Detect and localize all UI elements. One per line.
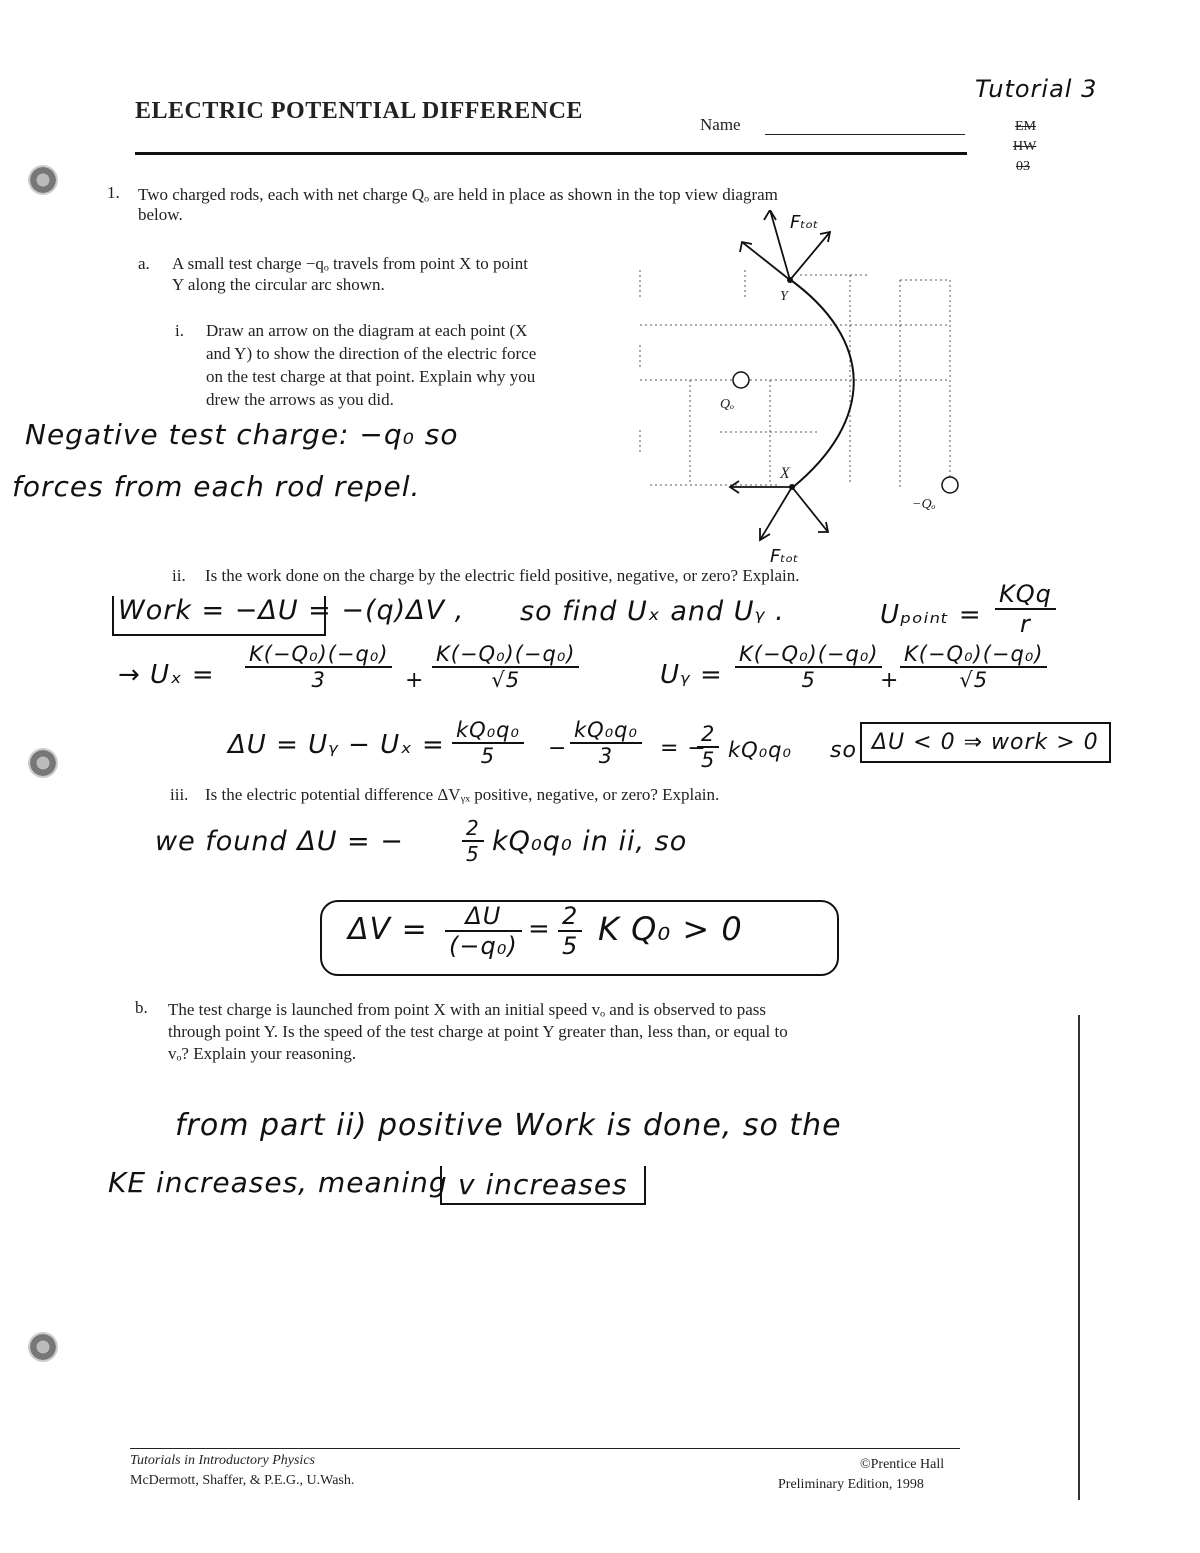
b-answer-line2: KE increases, meaning — [108, 1166, 448, 1199]
footer-authors: McDermott, Shaffer, & P.E.G., U.Wash. — [130, 1473, 355, 1488]
uy-term2 — [900, 642, 1047, 692]
iii-box-den: (−q₀) — [449, 932, 518, 960]
iii-box-eq: = — [528, 914, 551, 944]
du-lhs: ΔU = Uᵧ − Uₓ = — [228, 730, 445, 760]
q1-number: 1. — [107, 183, 120, 202]
footer-rule — [130, 1448, 960, 1449]
uy-term2-num: K(−Q₀)(−q₀) — [900, 642, 1047, 668]
du-minus: − — [548, 736, 568, 761]
q1b-label: b. — [135, 998, 148, 1017]
uy-lhs: Uᵧ = — [660, 660, 723, 690]
du-so: so — [830, 738, 857, 763]
q1b-line2: through point Y. Is the speed of the test charge at point Y greater than, less than, or equal to — [168, 1022, 788, 1041]
q1iii-text: Is the electric potential difference ΔVᵧₓ positive, negative, or zero? Explain. — [205, 785, 720, 804]
label-ftot-bottom: Fₜₒₜ — [770, 546, 799, 567]
ux-term1-den: 3 — [311, 668, 326, 692]
charged-rod-right — [942, 477, 958, 493]
iii-answer-a: we found ΔU = − — [155, 826, 404, 857]
du-conclusion-box: ΔU < 0 ⇒ work > 0 — [860, 722, 1111, 763]
du-result-num: 2 — [697, 722, 719, 748]
du-term2 — [570, 718, 642, 768]
label-point-y: Y — [780, 289, 788, 304]
corner-mark-hw: HW — [1013, 139, 1037, 154]
q1a-line1: A small test charge −qₒ travels from point X to point — [172, 254, 529, 273]
label-rod-right: −Qₒ — [912, 497, 936, 512]
corner-mark-em: EM — [1015, 119, 1036, 134]
q1i-line1: Draw an arrow on the diagram at each point (X — [206, 321, 528, 340]
q1i-answer-line1: Negative test charge: −q₀ so — [25, 418, 459, 451]
arrow-x-total — [760, 487, 792, 540]
label-rod-left: Qₒ — [720, 397, 735, 412]
q1iii-label: iii. — [170, 785, 189, 804]
name-label: Name — [700, 115, 741, 134]
du-result-den: 5 — [701, 748, 716, 772]
q1b-line1: The test charge is launched from point X with an initial speed vₒ and is observed to pass — [168, 1000, 767, 1019]
label-ftot-top: Fₜₒₜ — [790, 212, 819, 233]
b-answer-line1: from part ii) positive Work is done, so the — [175, 1108, 842, 1143]
tutorial-tag: Tutorial 3 — [975, 75, 1098, 103]
uy-term1-num: K(−Q₀)(−q₀) — [735, 642, 882, 668]
ii-work-bracket — [112, 596, 326, 636]
b-answer-box: v increases — [440, 1166, 646, 1205]
du-result-frac — [697, 722, 719, 772]
page-title: ELECTRIC POTENTIAL DIFFERENCE — [135, 98, 583, 124]
du-equals: = − — [660, 736, 707, 761]
iii-box-num: ΔU — [445, 902, 522, 932]
q1-intro-line2: below. — [138, 205, 183, 224]
du-term2-den: 3 — [598, 744, 614, 768]
q1i-line2: and Y) to show the direction of the electric force — [206, 344, 537, 363]
du-term1-num: kQ₀q₀ — [452, 718, 524, 744]
ii-upoint-den: r — [1020, 610, 1031, 638]
footer-publisher: ©Prentice Hall — [860, 1457, 945, 1472]
uy-term2-den: √5 — [959, 668, 989, 692]
du-result-tail: kQ₀q₀ — [728, 738, 792, 762]
iii-box-num2: 2 — [558, 902, 582, 932]
du-term1-den: 5 — [480, 744, 496, 768]
uy-term1-den: 5 — [801, 668, 816, 692]
q1a-label: a. — [138, 254, 150, 273]
punch-hole-middle — [28, 748, 58, 778]
ux-term1 — [245, 642, 392, 692]
iii-answer-b: kQ₀q₀ in ii, so — [492, 826, 688, 857]
q1ii-text: Is the work done on the charge by the electric field positive, negative, or zero? Explain. — [205, 566, 800, 585]
footer-edition: Preliminary Edition, 1998 — [778, 1477, 924, 1492]
q1a-line2: Y along the circular arc shown. — [172, 275, 385, 294]
ux-term2-num: K(−Q₀)(−q₀) — [432, 642, 579, 668]
arrow-y-right — [790, 232, 830, 280]
uy-plus: + — [880, 668, 900, 693]
q1ii-label: ii. — [172, 566, 186, 585]
q1i-label: i. — [175, 321, 184, 340]
iii-answer-num: 2 — [462, 816, 484, 842]
header-rule — [135, 152, 967, 155]
corner-mark-03: 03 — [1016, 159, 1030, 174]
footer-book: Tutorials in Introductory Physics — [130, 1453, 315, 1468]
label-point-x: X — [780, 465, 790, 482]
ux-plus: + — [405, 668, 425, 693]
ii-upoint-num: KQq — [995, 580, 1056, 610]
circular-arc-path — [788, 278, 854, 488]
charged-rod-left — [733, 372, 749, 388]
ii-work-expression: Work = −ΔU = −(q)ΔV , — [118, 595, 465, 626]
ux-term2-den: √5 — [491, 668, 521, 692]
q1i-line3: on the test charge at that point. Explain why you — [206, 367, 536, 386]
uy-term1 — [735, 642, 882, 692]
ux-term1-num: K(−Q₀)(−q₀) — [245, 642, 392, 668]
margin-mark-right — [1078, 1015, 1080, 1500]
iii-answer-frac — [462, 816, 484, 866]
iii-box-rhs: K Q₀ > 0 — [598, 910, 743, 948]
ux-lhs: → Uₓ = — [118, 660, 215, 690]
punch-hole-bottom — [28, 1332, 58, 1362]
iii-box-lhs: ΔV = — [348, 912, 428, 947]
iii-answer-den: 5 — [466, 842, 480, 866]
top-view-diagram — [620, 210, 980, 570]
iii-box-frac2 — [558, 902, 582, 960]
du-term2-num: kQ₀q₀ — [570, 718, 642, 744]
ii-upoint-lhs: Uₚₒᵢₙₜ = — [880, 600, 982, 630]
ii-find-text: so find Uₓ and Uᵧ . — [520, 596, 785, 627]
arrow-y-left — [742, 242, 790, 280]
q1b-line3: vₒ? Explain your reasoning. — [168, 1044, 357, 1063]
arrow-y-total — [770, 210, 790, 280]
q1-intro-line1: Two charged rods, each with net charge Qₒ are held in place as shown in the top view diagram — [138, 185, 778, 204]
iii-box-frac1 — [445, 902, 522, 960]
du-term1 — [452, 718, 524, 768]
name-field-line[interactable] — [765, 134, 965, 135]
q1i-line4: drew the arrows as you did. — [206, 390, 394, 409]
punch-hole-top — [28, 165, 58, 195]
q1i-answer-line2: forces from each rod repel. — [12, 470, 421, 503]
arrow-x-right — [792, 487, 828, 532]
ux-term2 — [432, 642, 579, 692]
iii-box-den2: 5 — [562, 932, 579, 960]
ii-upoint-frac — [995, 580, 1056, 638]
